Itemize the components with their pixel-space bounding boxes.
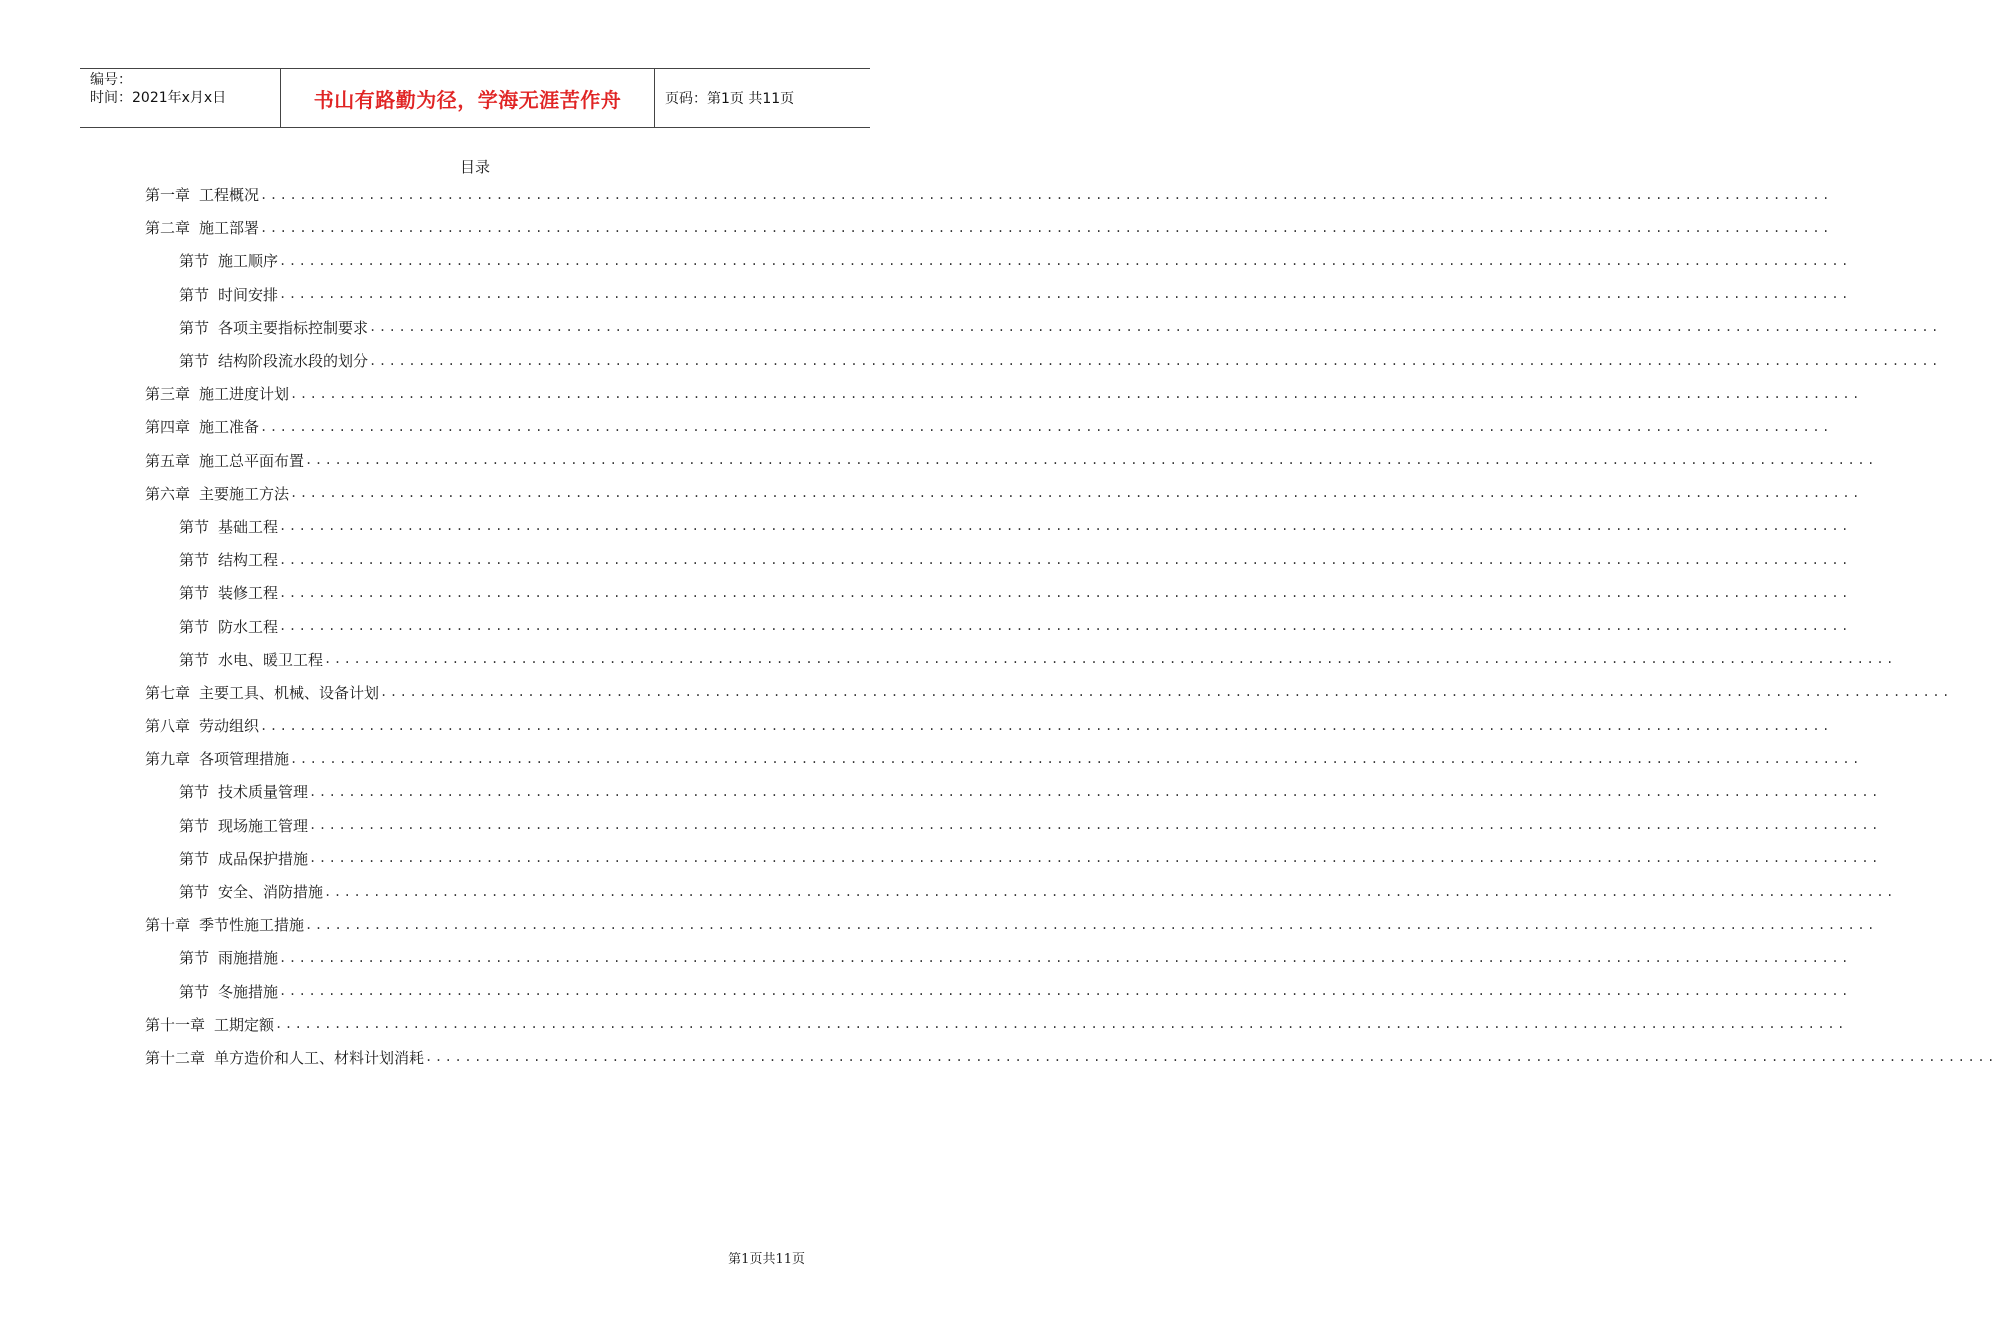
toc-section-entry[interactable] <box>145 941 1851 974</box>
toc-entry-title: 施工部署 <box>199 219 260 238</box>
toc-entry-number: 第节 <box>179 252 210 271</box>
toc-entry-title: 装修工程 <box>218 584 279 603</box>
toc-entry-number: 第节 <box>179 650 210 669</box>
toc-chapter-entry[interactable] <box>145 908 1877 941</box>
toc-section-entry[interactable] <box>145 609 1851 642</box>
toc-dot-leader: ................................................................................................................................................................ <box>260 419 1832 434</box>
toc-section-entry[interactable] <box>145 543 1851 576</box>
toc-entry-number: 第八章 <box>145 717 191 736</box>
document-number-label: 编号： <box>90 72 132 88</box>
toc-dot-leader: ................................................................................................................................................................ <box>309 818 1881 833</box>
toc-entry-number: 第节 <box>179 849 210 868</box>
toc-entry-number: 第节 <box>179 352 210 371</box>
toc-dot-leader: ................................................................................................................................................................ <box>260 220 1832 235</box>
toc-entry-title: 基础工程 <box>218 517 279 536</box>
toc-dot-leader: ................................................................................................................................................................ <box>425 1050 1997 1065</box>
toc-chapter-entry[interactable] <box>145 676 1952 709</box>
toc-dot-leader: ................................................................................................................................................................ <box>279 984 1851 999</box>
toc-entry-title: 主要工具、机械、设备计划 <box>199 683 380 702</box>
toc-entry-title: 劳动组织 <box>199 717 260 736</box>
toc-section-entry[interactable] <box>145 311 1941 344</box>
toc-dot-leader: ................................................................................................................................................................ <box>279 552 1851 567</box>
toc-entry-title: 季节性施工措施 <box>199 916 305 935</box>
toc-entry-number: 第五章 <box>145 451 191 470</box>
toc-dot-leader: ................................................................................................................................................................ <box>305 917 1877 932</box>
toc-dot-leader: ................................................................................................................................................................ <box>309 851 1881 866</box>
toc-entry-number: 第十二章 <box>145 1048 206 1067</box>
toc-chapter-entry[interactable] <box>145 1041 1997 1074</box>
toc-section-entry[interactable] <box>145 875 1896 908</box>
toc-dot-leader: ................................................................................................................................................................ <box>290 751 1862 766</box>
toc-entry-title: 成品保护措施 <box>218 849 309 868</box>
toc-entry-number: 第节 <box>179 982 210 1001</box>
toc-dot-leader: ................................................................................................................................................................ <box>279 519 1851 534</box>
toc-section-entry[interactable] <box>145 510 1851 543</box>
toc-entry-title: 结构工程 <box>218 551 279 570</box>
toc-entry-number: 第节 <box>179 551 210 570</box>
toc-chapter-entry[interactable] <box>145 477 1862 510</box>
toc-entry-number: 第十章 <box>145 916 191 935</box>
toc-chapter-entry[interactable] <box>145 178 1832 211</box>
header-motto: 书山有路勤为径，学海无涯苦作舟 <box>281 69 655 127</box>
toc-entry-title: 雨施措施 <box>218 949 279 968</box>
header-meta-cell <box>80 69 281 127</box>
toc-dot-leader: ................................................................................................................................................................ <box>369 353 1941 368</box>
toc-entry-number: 第节 <box>179 949 210 968</box>
toc-chapter-entry[interactable] <box>145 211 1832 244</box>
toc-section-entry[interactable] <box>145 842 1881 875</box>
page-footer: 第1页共11页 <box>728 1252 805 1267</box>
toc-entry-number: 第六章 <box>145 484 191 503</box>
toc-entry-title: 单方造价和人工、材料计划消耗 <box>214 1048 425 1067</box>
toc-entry-title: 各项主要指标控制要求 <box>218 318 369 337</box>
toc-chapter-entry[interactable] <box>145 742 1862 775</box>
toc-dot-leader: ................................................................................................................................................................ <box>290 386 1862 401</box>
toc-entry-number: 第九章 <box>145 750 191 769</box>
toc-entry-title: 水电、暖卫工程 <box>218 650 324 669</box>
toc-entry-number: 第节 <box>179 617 210 636</box>
toc-dot-leader: ................................................................................................................................................................ <box>369 320 1941 335</box>
toc-dot-leader: ................................................................................................................................................................ <box>260 187 1832 202</box>
toc-entry-number: 第节 <box>179 584 210 603</box>
toc-entry-title: 工期定额 <box>214 1015 275 1034</box>
toc-entry-title: 施工进度计划 <box>199 385 290 404</box>
toc-entry-title: 工程概况 <box>199 186 260 205</box>
toc-entry-number: 第十一章 <box>145 1015 206 1034</box>
toc-dot-leader: ................................................................................................................................................................ <box>309 784 1881 799</box>
toc-entry-title: 现场施工管理 <box>218 816 309 835</box>
toc-dot-leader: ................................................................................................................................................................ <box>279 585 1851 600</box>
toc-entry-number: 第七章 <box>145 683 191 702</box>
toc-dot-leader: ................................................................................................................................................................ <box>279 287 1851 302</box>
toc-entry-number: 第节 <box>179 318 210 337</box>
header-page-info: 页码：第1页 共11页 <box>665 91 795 107</box>
toc-entry-number: 第三章 <box>145 385 191 404</box>
toc-section-entry[interactable] <box>145 643 1896 676</box>
page-header <box>80 68 870 128</box>
toc-dot-leader: ................................................................................................................................................................ <box>380 685 1952 700</box>
toc-entry-number: 第节 <box>179 783 210 802</box>
toc-section-entry[interactable] <box>145 344 1941 377</box>
toc-entry-title: 施工准备 <box>199 418 260 437</box>
toc-chapter-entry[interactable] <box>145 410 1832 443</box>
toc-entry-title: 安全、消防措施 <box>218 883 324 902</box>
toc-entry-number: 第节 <box>179 517 210 536</box>
document-date-label: 时间：2021年x月x日 <box>90 90 227 106</box>
toc-entry-number: 第二章 <box>145 219 191 238</box>
toc-entry-title: 施工顺序 <box>218 252 279 271</box>
toc-dot-leader: ................................................................................................................................................................ <box>305 453 1877 468</box>
toc-section-entry[interactable] <box>145 278 1851 311</box>
toc-entry-number: 第四章 <box>145 418 191 437</box>
toc-section-entry[interactable] <box>145 775 1881 808</box>
toc-entry-title: 冬施措施 <box>218 982 279 1001</box>
toc-entry-number: 第一章 <box>145 186 191 205</box>
toc-section-entry[interactable] <box>145 975 1851 1008</box>
toc-entry-title: 各项管理措施 <box>199 750 290 769</box>
toc-entry-title: 施工总平面布置 <box>199 451 305 470</box>
toc-title: 目录 <box>459 158 490 176</box>
toc-dot-leader: ................................................................................................................................................................ <box>324 884 1896 899</box>
toc-chapter-entry[interactable] <box>145 1008 1847 1041</box>
table-of-contents <box>145 178 1997 1074</box>
toc-dot-leader: ................................................................................................................................................................ <box>290 486 1862 501</box>
toc-dot-leader: ................................................................................................................................................................ <box>279 253 1851 268</box>
toc-dot-leader: ................................................................................................................................................................ <box>279 950 1851 965</box>
toc-entry-title: 主要施工方法 <box>199 484 290 503</box>
toc-chapter-entry[interactable] <box>145 377 1862 410</box>
toc-entry-title: 技术质量管理 <box>218 783 309 802</box>
toc-entry-number: 第节 <box>179 883 210 902</box>
toc-dot-leader: ................................................................................................................................................................ <box>260 718 1832 733</box>
toc-dot-leader: ................................................................................................................................................................ <box>324 652 1896 667</box>
toc-dot-leader: ................................................................................................................................................................ <box>279 619 1851 634</box>
toc-section-entry[interactable] <box>145 576 1851 609</box>
toc-entry-title: 防水工程 <box>218 617 279 636</box>
toc-chapter-entry[interactable] <box>145 709 1832 742</box>
toc-entry-number: 第节 <box>179 816 210 835</box>
toc-entry-title: 时间安排 <box>218 285 279 304</box>
toc-chapter-entry[interactable] <box>145 444 1877 477</box>
toc-section-entry[interactable] <box>145 809 1881 842</box>
toc-section-entry[interactable] <box>145 244 1851 277</box>
toc-dot-leader: ................................................................................................................................................................ <box>275 1017 1847 1032</box>
toc-entry-number: 第节 <box>179 285 210 304</box>
toc-entry-title: 结构阶段流水段的划分 <box>218 352 369 371</box>
